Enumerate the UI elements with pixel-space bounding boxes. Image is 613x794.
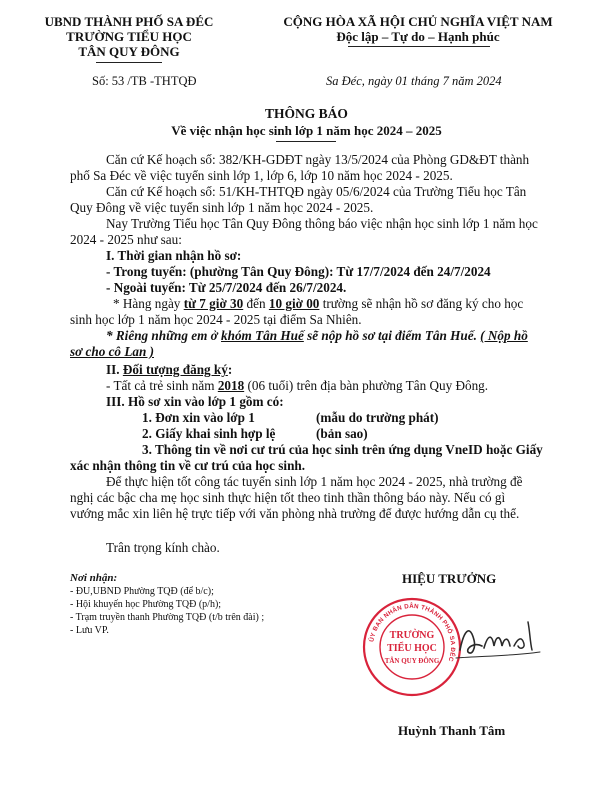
basis-2-line2: Quy Đông về việc tuyển sinh lớp 1 năm học 2024 - 2025. (70, 200, 374, 215)
basis-1-line2: phố Sa Đéc về việc tuyển sinh lớp 1, lớp 6, lớp 10 năm học 2024 - 2025. (70, 168, 453, 183)
section-2-eligibility (106, 378, 488, 394)
title-rule (276, 141, 336, 142)
agency-name: UBND THÀNH PHỐ SA ĐÉC (44, 14, 214, 29)
intro-line1: Nay Trường Tiểu học Tân Quy Đông thông báo việc nhận học sinh lớp 1 năm học (106, 216, 538, 231)
basis-2-line1: Căn cứ Kế hoạch số: 51/KH-THTQĐ ngày 05/6/2024 của Trường Tiểu học Tân (106, 184, 527, 199)
closing-line2: nghị các bậc cha mẹ học sinh thực hiện tốt theo tinh thần thông báo này. Nếu có gì (70, 490, 506, 505)
section-1-daily-line1 (113, 296, 523, 312)
seal-ring-text: ỦY BAN NHÂN DÂN THÀNH PHỐ SA ĐÉC (368, 602, 457, 663)
section-2-numeral: II. (106, 362, 123, 377)
recipient-item: - ĐU,UBND Phường TQĐ (để b/c); (70, 586, 214, 597)
seal-center-line2: TIỂU HỌC (387, 643, 437, 654)
eligibility-prefix: - Tất cả trẻ sinh năm (106, 378, 218, 393)
place-date: Sa Đéc, ngày 01 tháng 7 năm 2024 (326, 74, 502, 88)
doc-item-3-line1: 3. Thông tin về nơi cư trú của học sinh trên ứng dụng VneID hoặc Giấy (142, 442, 543, 457)
recipient-item: - Lưu VP. (70, 625, 109, 636)
section-1-daily-line2: sinh học lớp 1 năm học 2024 - 2025 tại điểm Sa Nhiên. (70, 312, 362, 327)
recipient-item: - Trạm truyền thanh Phường TQĐ (t/b trên đài) ; (70, 612, 265, 623)
section-2-colon: : (227, 362, 233, 377)
section-3-title: III. Hồ sơ xin vào lớp 1 gồm có: (106, 394, 284, 409)
regards: Trân trọng kính chào. (106, 540, 220, 555)
signer-position: HIỆU TRƯỞNG (402, 571, 497, 586)
doc-item-1-note: (mẫu do trường phát) (316, 410, 439, 425)
eligibility-rest: (06 tuổi) trên địa bàn phường Tân Quy Đông. (244, 378, 489, 393)
section-2-title (106, 362, 232, 378)
note-middle: sẽ nộp hồ sơ tại điểm Tân Huế. (303, 328, 481, 343)
section-1-in-zone: - Trong tuyến: (phường Tân Quy Đông): Từ 17/7/2024 đến 24/7/2024 (106, 264, 491, 279)
section-1-note-line2: sơ cho cô Lan ) (70, 344, 154, 359)
note-contact-start: ( Nộp hồ (480, 328, 528, 343)
intro-line2: 2024 - 2025 như sau: (70, 232, 182, 247)
eligibility-year: 2018 (217, 378, 245, 393)
national-title: CỘNG HÒA XÃ HỘI CHỦ NGHĨA VIỆT NAM (283, 14, 553, 29)
recipient-item: - Hội khuyến học Phường TQĐ (p/h); (70, 599, 222, 610)
daily-prefix: * Hàng ngày (113, 296, 184, 311)
doc-item-1: 1. Đơn xin vào lớp 1 (142, 410, 255, 425)
document-number: Số: 53 /TB -THTQĐ (92, 74, 197, 88)
daily-end-time: 10 giờ 00 (268, 296, 320, 311)
recipients-title: Nơi nhận: (70, 572, 118, 584)
signer-name: Huỳnh Thanh Tâm (398, 723, 506, 738)
seal-center-line1: TRƯỜNG (389, 630, 435, 641)
basis-1-line1: Căn cứ Kế hoạch số: 382/KH-GDĐT ngày 13/5/2024 của Phòng GD&ĐT thành (106, 152, 530, 167)
section-2-heading: Đối tượng đăng ký (122, 362, 228, 377)
document-title: THÔNG BÁO (265, 106, 348, 121)
doc-item-2-note: (bản sao) (316, 426, 368, 441)
section-1-note-line1 (106, 328, 528, 344)
section-1-out-zone: - Ngoài tuyến: Từ 25/7/2024 đến 26/7/2024. (106, 280, 347, 295)
daily-start-time: từ 7 giờ 30 (183, 296, 244, 311)
closing-line1: Để thực hiện tốt công tác tuyển sinh lớp 1 năm học 2024 - 2025, nhà trường đề (106, 474, 523, 489)
seal-center-line3: TÂN QUY ĐÔNG (384, 657, 440, 665)
handwritten-signature (452, 612, 544, 668)
school-name-line1: TRƯỜNG TIỂU HỌC (66, 29, 192, 44)
section-1-title: I. Thời gian nhận hồ sơ: (106, 248, 242, 263)
doc-item-3-line2: xác nhận thông tin về cư trú của học sinh. (70, 458, 306, 473)
header-right-rule (348, 46, 490, 47)
note-area: khóm Tân Huế (221, 328, 304, 343)
national-motto: Độc lập – Tự do – Hạnh phúc (336, 29, 500, 44)
closing-line3: vướng mắc xin liên hệ trực tiếp với văn phòng nhà trường để được hướng dẫn cụ thể. (70, 506, 520, 521)
daily-rest: trường sẽ nhận hồ sơ đăng ký cho học (319, 296, 524, 311)
header-left-rule (96, 62, 162, 63)
note-prefix: * Riêng những em ở (106, 328, 222, 343)
document-subtitle: Về việc nhận học sinh lớp 1 năm học 2024 – 2025 (171, 123, 442, 138)
school-seal (361, 596, 463, 698)
daily-to: đến (243, 296, 269, 311)
doc-item-2: 2. Giấy khai sinh hợp lệ (142, 426, 276, 441)
school-name-line2: TÂN QUY ĐÔNG (78, 44, 180, 59)
